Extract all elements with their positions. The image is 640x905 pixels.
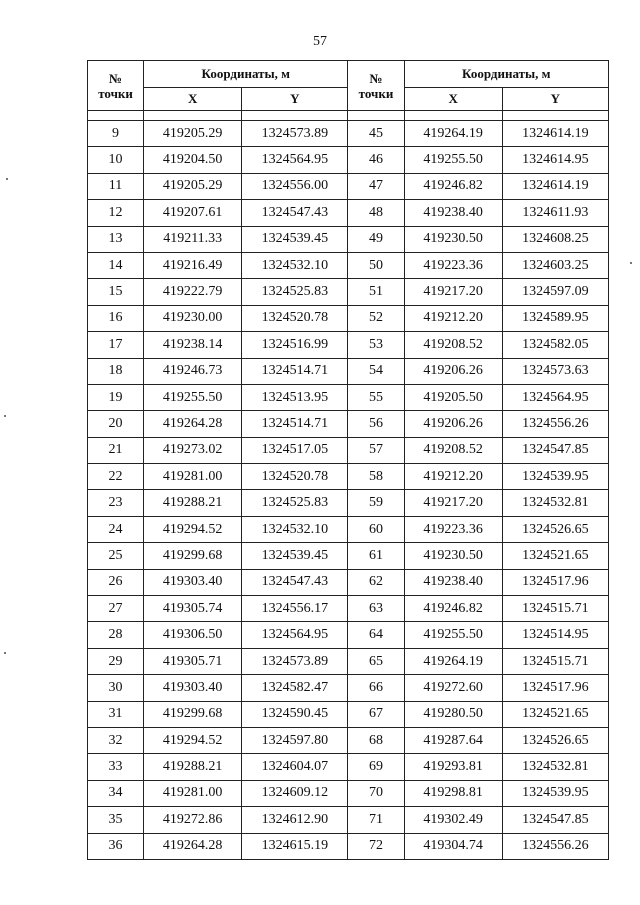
table-header [88,61,609,111]
right-y-value: 1324614.19 [502,173,608,199]
right-y-value: 1324532.81 [502,754,608,780]
table-row [88,305,609,331]
left-x-value: 419204.50 [144,147,242,173]
left-point-number: 23 [88,490,144,516]
right-y-value: 1324517.96 [502,675,608,701]
right-x-value: 419293.81 [404,754,502,780]
right-x-value: 419230.50 [404,543,502,569]
left-point-number: 33 [88,754,144,780]
point-number-symbol: № [109,70,123,86]
left-y-value: 1324539.45 [242,543,348,569]
right-x-value: 419272.60 [404,675,502,701]
right-x-value: 419230.50 [404,226,502,252]
left-x-value: 419294.52 [144,727,242,753]
table-row [88,727,609,753]
table-row [88,384,609,410]
right-x-value: 419302.49 [404,807,502,833]
right-point-number: 60 [348,516,404,542]
point-number-word: точки [98,85,133,101]
table-row [88,200,609,226]
right-point-number: 53 [348,332,404,358]
right-point-number: 62 [348,569,404,595]
right-point-number: 69 [348,754,404,780]
y-header-left: Y [242,88,348,111]
left-y-value: 1324573.89 [242,121,348,147]
right-y-value: 1324539.95 [502,780,608,806]
right-x-value: 419223.36 [404,516,502,542]
left-x-value: 419211.33 [144,226,242,252]
left-y-value: 1324514.71 [242,358,348,384]
right-y-value: 1324515.71 [502,596,608,622]
right-x-value: 419217.20 [404,279,502,305]
right-x-value: 419206.26 [404,411,502,437]
table-row [88,596,609,622]
right-point-number: 49 [348,226,404,252]
right-y-value: 1324611.93 [502,200,608,226]
right-point-number: 58 [348,464,404,490]
right-y-value: 1324521.65 [502,701,608,727]
left-x-value: 419305.74 [144,596,242,622]
left-x-value: 419222.79 [144,279,242,305]
right-point-number: 50 [348,252,404,278]
right-y-value: 1324515.71 [502,648,608,674]
right-y-value: 1324603.25 [502,252,608,278]
left-point-number: 25 [88,543,144,569]
right-point-number: 55 [348,384,404,410]
table-row [88,543,609,569]
table-body [88,121,609,860]
right-y-value: 1324532.81 [502,490,608,516]
left-y-value: 1324520.78 [242,305,348,331]
right-point-number: 72 [348,833,404,859]
left-x-value: 419207.61 [144,200,242,226]
left-point-number: 28 [88,622,144,648]
right-point-number: 59 [348,490,404,516]
right-y-value: 1324614.19 [502,121,608,147]
left-x-value: 419238.14 [144,332,242,358]
table-row [88,622,609,648]
left-point-number: 22 [88,464,144,490]
right-point-number: 70 [348,780,404,806]
left-point-number: 11 [88,173,144,199]
right-x-value: 419280.50 [404,701,502,727]
left-point-number: 9 [88,121,144,147]
coordinates-header-left: Координаты, м [144,61,348,88]
right-y-value: 1324597.09 [502,279,608,305]
left-y-value: 1324539.45 [242,226,348,252]
left-point-number: 29 [88,648,144,674]
right-point-number: 46 [348,147,404,173]
table-row [88,569,609,595]
right-x-value: 419212.20 [404,305,502,331]
left-x-value: 419281.00 [144,464,242,490]
left-y-value: 1324547.43 [242,569,348,595]
table-row [88,226,609,252]
left-y-value: 1324590.45 [242,701,348,727]
left-point-number: 12 [88,200,144,226]
left-y-value: 1324516.99 [242,332,348,358]
left-point-number: 19 [88,384,144,410]
table-row [88,279,609,305]
right-x-value: 419255.50 [404,147,502,173]
left-point-number: 15 [88,279,144,305]
left-y-value: 1324597.80 [242,727,348,753]
right-x-value: 419304.74 [404,833,502,859]
left-x-value: 419264.28 [144,833,242,859]
scan-speck [4,652,6,654]
point-number-header-right [348,61,404,111]
left-point-number: 20 [88,411,144,437]
left-y-value: 1324525.83 [242,490,348,516]
table-row [88,701,609,727]
right-y-value: 1324539.95 [502,464,608,490]
table-row [88,173,609,199]
left-point-number: 36 [88,833,144,859]
left-point-number: 26 [88,569,144,595]
scan-speck [6,178,8,180]
left-x-value: 419294.52 [144,516,242,542]
right-y-value: 1324573.63 [502,358,608,384]
right-point-number: 65 [348,648,404,674]
right-x-value: 419298.81 [404,780,502,806]
left-y-value: 1324564.95 [242,147,348,173]
header-spacer [88,111,609,121]
left-y-value: 1324513.95 [242,384,348,410]
table-row [88,121,609,147]
left-y-value: 1324615.19 [242,833,348,859]
left-x-value: 419299.68 [144,701,242,727]
right-point-number: 47 [348,173,404,199]
right-y-value: 1324614.95 [502,147,608,173]
right-y-value: 1324526.65 [502,727,608,753]
left-y-value: 1324582.47 [242,675,348,701]
scan-speck [4,415,6,417]
left-x-value: 419281.00 [144,780,242,806]
table-row [88,516,609,542]
left-x-value: 419255.50 [144,384,242,410]
left-x-value: 419288.21 [144,490,242,516]
left-point-number: 31 [88,701,144,727]
right-y-value: 1324589.95 [502,305,608,331]
table-row [88,807,609,833]
right-point-number: 54 [348,358,404,384]
left-x-value: 419303.40 [144,675,242,701]
x-header-left: X [144,88,242,111]
table-row [88,147,609,173]
right-y-value: 1324521.65 [502,543,608,569]
left-y-value: 1324604.07 [242,754,348,780]
right-x-value: 419238.40 [404,569,502,595]
right-point-number: 45 [348,121,404,147]
left-y-value: 1324573.89 [242,648,348,674]
table-row [88,464,609,490]
right-y-value: 1324526.65 [502,516,608,542]
right-point-number: 48 [348,200,404,226]
left-point-number: 32 [88,727,144,753]
right-y-value: 1324547.85 [502,437,608,463]
right-y-value: 1324514.95 [502,622,608,648]
coordinates-table [87,60,609,860]
right-x-value: 419208.52 [404,437,502,463]
right-y-value: 1324608.25 [502,226,608,252]
left-x-value: 419303.40 [144,569,242,595]
table-row [88,411,609,437]
point-number-symbol: № [369,70,383,86]
left-x-value: 419205.29 [144,121,242,147]
table-row [88,437,609,463]
table-row [88,490,609,516]
table-row [88,358,609,384]
right-y-value: 1324582.05 [502,332,608,358]
x-header-right: X [404,88,502,111]
right-x-value: 419223.36 [404,252,502,278]
left-y-value: 1324612.90 [242,807,348,833]
right-y-value: 1324547.85 [502,807,608,833]
table-row [88,833,609,859]
right-point-number: 64 [348,622,404,648]
right-x-value: 419264.19 [404,121,502,147]
right-point-number: 51 [348,279,404,305]
table-row [88,754,609,780]
left-point-number: 24 [88,516,144,542]
right-point-number: 52 [348,305,404,331]
left-y-value: 1324556.17 [242,596,348,622]
left-x-value: 419288.21 [144,754,242,780]
right-y-value: 1324564.95 [502,384,608,410]
table-row [88,648,609,674]
right-x-value: 419287.64 [404,727,502,753]
left-y-value: 1324547.43 [242,200,348,226]
left-point-number: 14 [88,252,144,278]
left-y-value: 1324517.05 [242,437,348,463]
left-y-value: 1324564.95 [242,622,348,648]
left-point-number: 34 [88,780,144,806]
left-point-number: 30 [88,675,144,701]
left-x-value: 419306.50 [144,622,242,648]
right-x-value: 419217.20 [404,490,502,516]
left-y-value: 1324532.10 [242,252,348,278]
left-point-number: 16 [88,305,144,331]
left-x-value: 419205.29 [144,173,242,199]
left-x-value: 419216.49 [144,252,242,278]
table-row [88,675,609,701]
left-y-value: 1324556.00 [242,173,348,199]
right-point-number: 56 [348,411,404,437]
left-point-number: 10 [88,147,144,173]
right-x-value: 419255.50 [404,622,502,648]
right-x-value: 419246.82 [404,173,502,199]
right-point-number: 61 [348,543,404,569]
left-point-number: 21 [88,437,144,463]
right-x-value: 419212.20 [404,464,502,490]
right-x-value: 419206.26 [404,358,502,384]
right-x-value: 419205.50 [404,384,502,410]
right-x-value: 419238.40 [404,200,502,226]
coordinates-header-right: Координаты, м [404,61,608,88]
left-x-value: 419273.02 [144,437,242,463]
left-x-value: 419230.00 [144,305,242,331]
left-y-value: 1324532.10 [242,516,348,542]
right-x-value: 419264.19 [404,648,502,674]
left-y-value: 1324520.78 [242,464,348,490]
left-point-number: 27 [88,596,144,622]
left-point-number: 35 [88,807,144,833]
right-point-number: 68 [348,727,404,753]
left-x-value: 419299.68 [144,543,242,569]
right-y-value: 1324556.26 [502,411,608,437]
left-x-value: 419264.28 [144,411,242,437]
left-y-value: 1324525.83 [242,279,348,305]
left-point-number: 13 [88,226,144,252]
y-header-right: Y [502,88,608,111]
right-y-value: 1324556.26 [502,833,608,859]
point-number-header-left [88,61,144,111]
right-point-number: 71 [348,807,404,833]
right-point-number: 66 [348,675,404,701]
table-row [88,332,609,358]
table-row [88,252,609,278]
scan-speck [630,262,632,264]
left-x-value: 419305.71 [144,648,242,674]
page-number: 57 [313,34,327,49]
point-number-word: точки [358,85,394,101]
left-point-number: 17 [88,332,144,358]
right-x-value: 419246.82 [404,596,502,622]
left-point-number: 18 [88,358,144,384]
table-row [88,780,609,806]
left-y-value: 1324609.12 [242,780,348,806]
left-y-value: 1324514.71 [242,411,348,437]
right-point-number: 67 [348,701,404,727]
right-point-number: 63 [348,596,404,622]
right-point-number: 57 [348,437,404,463]
left-x-value: 419272.86 [144,807,242,833]
right-y-value: 1324517.96 [502,569,608,595]
right-x-value: 419208.52 [404,332,502,358]
left-x-value: 419246.73 [144,358,242,384]
